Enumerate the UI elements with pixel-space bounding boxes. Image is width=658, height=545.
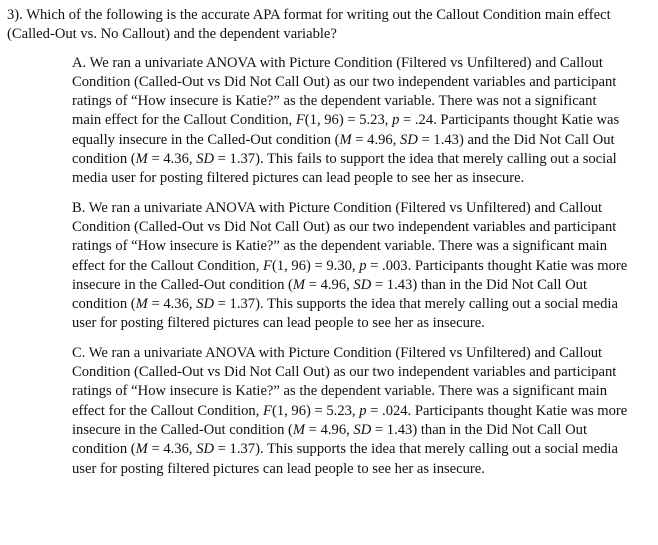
option-b-intro: We ran a univariate ANOVA with Picture Condition (Filtered vs Unfiltered) and Callout Condition (Called-Out vs Did Not Call Out) as our two independent variables and participant ratings of “How insecure is Katie?” as the dependent variable. There was a significant main effect for the Callout Condition,	[72, 199, 617, 274]
option-b-p-symbol: p	[359, 257, 367, 274]
option-b-m2-symbol: M	[135, 296, 148, 313]
option-a-sd2-value: = 1.37). This fails to support the idea that merely calling out a social media user for posting filtered pictures can lead people to see her as insecure.	[72, 151, 617, 187]
option-a-m2-symbol: M	[135, 151, 148, 168]
option-c-f-args: (1, 96) = 5.23,	[271, 402, 360, 419]
option-b-m1-symbol: M	[292, 276, 306, 293]
option-c-sd1-value: = 1.43) than in the Did Not Call Out condition (	[72, 421, 588, 458]
option-c-m1-value: = 4.96,	[305, 421, 354, 438]
option-a-sd2-symbol: SD	[196, 151, 215, 168]
answer-option-a[interactable]	[72, 54, 650, 189]
option-b-m2-value: = 4.36,	[147, 296, 197, 313]
option-c-m2-symbol: M	[135, 441, 148, 458]
option-c-sd2-symbol: SD	[196, 441, 215, 458]
option-b-letter: B.	[72, 199, 86, 216]
option-c-sd1-symbol: SD	[353, 421, 372, 438]
option-c-intro: We ran a univariate ANOVA with Picture Condition (Filtered vs Unfiltered) and Callout Condition (Called-Out vs Did Not Call Out) as our two independent variables and participant ratings of “How insecure is Katie?” as the dependent variable. There was a significant main effect for the Callout Condition,	[72, 344, 617, 419]
option-b-sd1-value: = 1.43) than in the Did Not Call Out condition (	[72, 276, 588, 313]
option-b-m1-value: = 4.96,	[305, 276, 354, 293]
option-c-p-value: = .024. Participants thought Katie was more insecure in the Called-Out condition (	[72, 402, 628, 438]
question-text	[7, 6, 650, 45]
option-a-m2-value: = 4.36,	[147, 151, 197, 168]
option-c-sd2-value: = 1.37). This supports the idea that merely calling out a social media user for posting filtered pictures can lead people to see her as insecure.	[72, 441, 618, 477]
option-b-sd2-symbol: SD	[196, 296, 215, 313]
option-a-p-symbol: p	[392, 112, 400, 129]
option-a-m1-value: = 4.96,	[351, 131, 401, 148]
option-c-m2-value: = 4.36,	[147, 441, 197, 458]
answer-option-b[interactable]	[72, 199, 650, 334]
option-a-intro: We ran a univariate ANOVA with Picture Condition (Filtered vs Unfiltered) and Callout Condition (Called-Out vs Did Not Call Out) as our two independent variables and participant ratings of “How insecure is Katie?” as the dependent variable. There was not a significant main effect for the Callout Condition,	[72, 54, 617, 129]
option-c-p-symbol: p	[359, 402, 367, 419]
option-a-sd1-value: = 1.43) and the Did Not Call Out condition (	[72, 131, 615, 168]
option-b-sd2-value: = 1.37). This supports the idea that merely calling out a social media user for posting filtered pictures can lead people to see her as insecure.	[72, 296, 618, 332]
option-b-f-args: (1, 96) = 9.30,	[271, 257, 360, 274]
option-c-m1-symbol: M	[292, 421, 306, 438]
option-a-f-symbol: F	[295, 112, 305, 129]
option-b-text	[72, 199, 628, 334]
question-prompt: Which of the following is the accurate APA format for writing out the Callout Condition main effect (Called-Out vs. No Callout) and the dependent variable?	[7, 7, 611, 43]
option-a-p-value: = .24. Participants thought Katie was equally insecure in the Called-Out condition (	[72, 112, 620, 148]
option-c-letter: C.	[72, 344, 86, 361]
option-a-m1-symbol: M	[339, 131, 352, 148]
option-c-text	[72, 344, 628, 479]
answer-option-c[interactable]	[72, 344, 650, 479]
option-a-text	[72, 54, 628, 189]
question-number: 3).	[7, 7, 23, 23]
option-b-sd1-symbol: SD	[353, 276, 372, 293]
option-a-sd1-symbol: SD	[400, 131, 418, 148]
option-b-f-symbol: F	[263, 257, 272, 274]
option-c-f-symbol: F	[263, 402, 272, 419]
option-a-letter: A.	[72, 54, 87, 71]
option-b-p-value: = .003. Participants thought Katie was more insecure in the Called-Out condition (	[72, 257, 628, 293]
option-a-f-args: (1, 96) = 5.23,	[304, 112, 393, 129]
